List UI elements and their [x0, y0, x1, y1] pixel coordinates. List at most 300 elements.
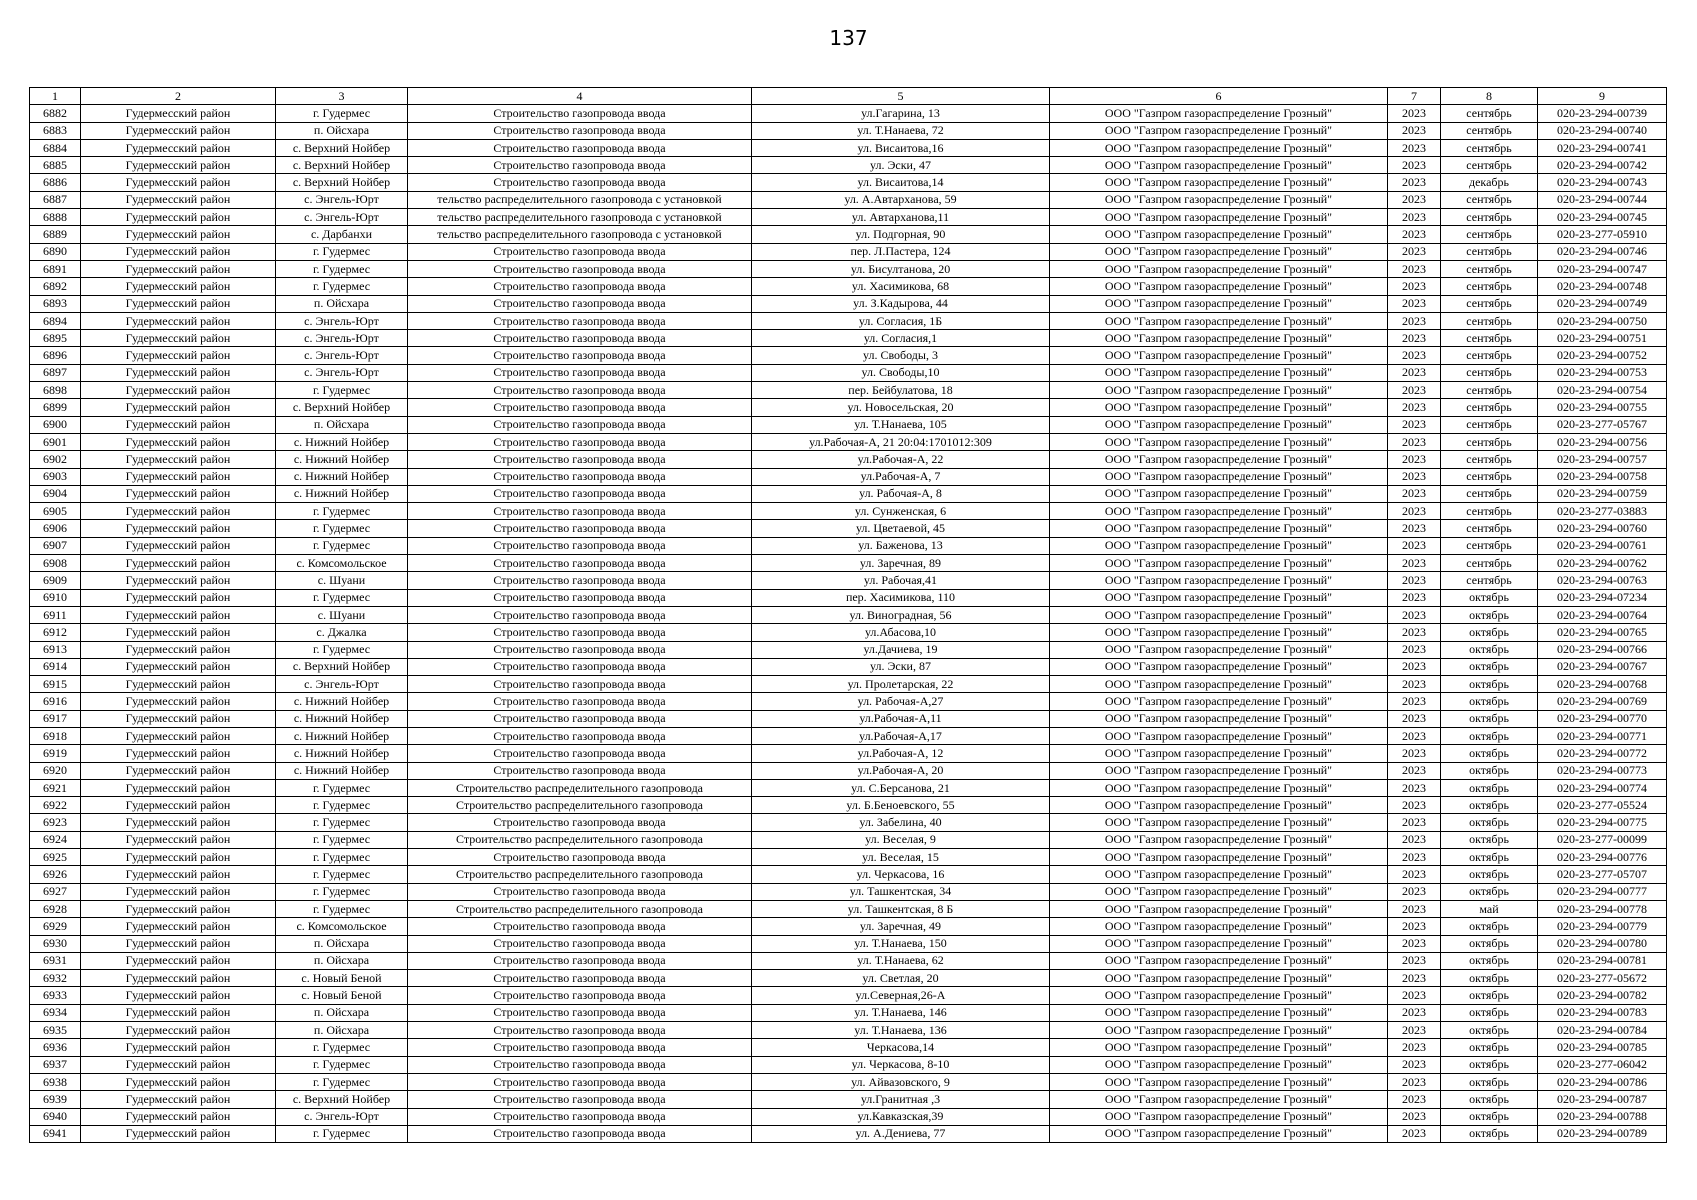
organization-cell: ООО "Газпром газораспределение Грозный" [1050, 1056, 1388, 1073]
row-number-cell: 6931 [30, 952, 81, 969]
table-row [30, 1091, 1667, 1108]
work-type-cell: Строительство распределительного газопровода [408, 900, 752, 917]
work-type-cell: тельство распределительного газопровода с установкой [408, 191, 752, 208]
month-cell: октябрь [1441, 918, 1538, 935]
settlement-cell: г. Гудермес [276, 1073, 408, 1090]
organization-cell: ООО "Газпром газораспределение Грозный" [1050, 278, 1388, 295]
month-cell: сентябрь [1441, 105, 1538, 122]
work-type-cell: Строительство распределительного газопровода [408, 866, 752, 883]
row-number-cell: 6905 [30, 503, 81, 520]
address-cell: ул.Рабочая-А, 22 [752, 451, 1050, 468]
row-number-cell: 6928 [30, 900, 81, 917]
address-cell: ул.Рабочая-А, 12 [752, 745, 1050, 762]
organization-cell: ООО "Газпром газораспределение Грозный" [1050, 139, 1388, 156]
organization-cell: ООО "Газпром газораспределение Грозный" [1050, 295, 1388, 312]
settlement-cell: с. Верхний Нойбер [276, 139, 408, 156]
month-cell: октябрь [1441, 831, 1538, 848]
table-row [30, 1004, 1667, 1021]
work-type-cell: Строительство газопровода ввода [408, 710, 752, 727]
organization-cell: ООО "Газпром газораспределение Грозный" [1050, 1004, 1388, 1021]
year-cell: 2023 [1388, 451, 1441, 468]
settlement-cell: г. Гудермес [276, 105, 408, 122]
code-cell: 020-23-294-00759 [1538, 485, 1667, 502]
settlement-cell: г. Гудермес [276, 866, 408, 883]
code-cell: 020-23-294-00746 [1538, 243, 1667, 260]
table-row [30, 312, 1667, 329]
work-type-cell: тельство распределительного газопровода с установкой [408, 209, 752, 226]
settlement-cell: с. Новый Беной [276, 987, 408, 1004]
settlement-cell: с. Шуани [276, 606, 408, 623]
address-cell: ул.Дачиева, 19 [752, 641, 1050, 658]
work-type-cell: Строительство газопровода ввода [408, 416, 752, 433]
table-row [30, 139, 1667, 156]
code-cell: 020-23-294-00760 [1538, 520, 1667, 537]
table-row [30, 797, 1667, 814]
settlement-cell: с. Верхний Нойбер [276, 174, 408, 191]
code-cell: 020-23-294-00739 [1538, 105, 1667, 122]
column-header: 8 [1441, 88, 1538, 105]
work-type-cell: Строительство газопровода ввода [408, 727, 752, 744]
settlement-cell: с. Энгель-Юрт [276, 330, 408, 347]
year-cell: 2023 [1388, 658, 1441, 675]
year-cell: 2023 [1388, 226, 1441, 243]
table-row [30, 693, 1667, 710]
code-cell: 020-23-294-00748 [1538, 278, 1667, 295]
row-number-cell: 6929 [30, 918, 81, 935]
work-type-cell: Строительство газопровода ввода [408, 1039, 752, 1056]
organization-cell: ООО "Газпром газораспределение Грозный" [1050, 866, 1388, 883]
code-cell: 020-23-294-00772 [1538, 745, 1667, 762]
district-cell: Гудермесский район [81, 364, 276, 381]
address-cell: ул. Светлая, 20 [752, 970, 1050, 987]
month-cell: октябрь [1441, 762, 1538, 779]
district-cell: Гудермесский район [81, 987, 276, 1004]
settlement-cell: с. Верхний Нойбер [276, 658, 408, 675]
work-type-cell: Строительство газопровода ввода [408, 330, 752, 347]
work-type-cell: Строительство газопровода ввода [408, 1056, 752, 1073]
row-number-cell: 6899 [30, 399, 81, 416]
year-cell: 2023 [1388, 174, 1441, 191]
organization-cell: ООО "Газпром газораспределение Грозный" [1050, 987, 1388, 1004]
settlement-cell: с. Новый Беной [276, 970, 408, 987]
year-cell: 2023 [1388, 676, 1441, 693]
settlement-cell: с. Дарбанхи [276, 226, 408, 243]
district-cell: Гудермесский район [81, 1056, 276, 1073]
row-number-cell: 6935 [30, 1022, 81, 1039]
organization-cell: ООО "Газпром газораспределение Грозный" [1050, 745, 1388, 762]
work-type-cell: Строительство газопровода ввода [408, 1108, 752, 1125]
code-cell: 020-23-294-00749 [1538, 295, 1667, 312]
table-row [30, 1056, 1667, 1073]
work-type-cell: Строительство газопровода ввода [408, 970, 752, 987]
year-cell: 2023 [1388, 1056, 1441, 1073]
column-header: 7 [1388, 88, 1441, 105]
work-type-cell: Строительство газопровода ввода [408, 278, 752, 295]
year-cell: 2023 [1388, 157, 1441, 174]
settlement-cell: с. Нижний Нойбер [276, 710, 408, 727]
code-cell: 020-23-294-00751 [1538, 330, 1667, 347]
month-cell: сентябрь [1441, 330, 1538, 347]
year-cell: 2023 [1388, 1125, 1441, 1142]
table-row [30, 641, 1667, 658]
district-cell: Гудермесский район [81, 762, 276, 779]
district-cell: Гудермесский район [81, 970, 276, 987]
row-number-cell: 6923 [30, 814, 81, 831]
settlement-cell: г. Гудермес [276, 814, 408, 831]
table-row [30, 347, 1667, 364]
settlement-cell: г. Гудермес [276, 831, 408, 848]
settlement-cell: с. Верхний Нойбер [276, 157, 408, 174]
row-number-cell: 6884 [30, 139, 81, 156]
column-header: 2 [81, 88, 276, 105]
address-cell: ул.Гранитная ,3 [752, 1091, 1050, 1108]
address-cell: пер. Хасимикова, 110 [752, 589, 1050, 606]
code-cell: 020-23-294-00788 [1538, 1108, 1667, 1125]
organization-cell: ООО "Газпром газораспределение Грозный" [1050, 347, 1388, 364]
settlement-cell: г. Гудермес [276, 1056, 408, 1073]
row-number-cell: 6915 [30, 676, 81, 693]
table-row [30, 952, 1667, 969]
settlement-cell: с. Нижний Нойбер [276, 468, 408, 485]
settlement-cell: г. Гудермес [276, 641, 408, 658]
address-cell: ул.Рабочая-А,17 [752, 727, 1050, 744]
year-cell: 2023 [1388, 295, 1441, 312]
month-cell: сентябрь [1441, 209, 1538, 226]
row-number-cell: 6898 [30, 382, 81, 399]
year-cell: 2023 [1388, 416, 1441, 433]
row-number-cell: 6891 [30, 260, 81, 277]
district-cell: Гудермесский район [81, 1073, 276, 1090]
district-cell: Гудермесский район [81, 866, 276, 883]
month-cell: октябрь [1441, 606, 1538, 623]
month-cell: сентябрь [1441, 382, 1538, 399]
code-cell: 020-23-294-00781 [1538, 952, 1667, 969]
column-header: 1 [30, 88, 81, 105]
address-cell: ул. Рабочая-А, 8 [752, 485, 1050, 502]
settlement-cell: г. Гудермес [276, 1125, 408, 1142]
district-cell: Гудермесский район [81, 1108, 276, 1125]
month-cell: октябрь [1441, 1056, 1538, 1073]
month-cell: сентябрь [1441, 537, 1538, 554]
row-number-cell: 6903 [30, 468, 81, 485]
address-cell: ул. Баженова, 13 [752, 537, 1050, 554]
district-cell: Гудермесский район [81, 935, 276, 952]
year-cell: 2023 [1388, 1039, 1441, 1056]
address-cell: ул. Т.Нанаева, 150 [752, 935, 1050, 952]
month-cell: октябрь [1441, 1091, 1538, 1108]
year-cell: 2023 [1388, 1022, 1441, 1039]
organization-cell: ООО "Газпром газораспределение Грозный" [1050, 209, 1388, 226]
address-cell: ул. Б.Беноевского, 55 [752, 797, 1050, 814]
address-cell: ул.Рабочая-А, 20 [752, 762, 1050, 779]
address-cell: пер. Бейбулатова, 18 [752, 382, 1050, 399]
work-type-cell: Строительство газопровода ввода [408, 139, 752, 156]
organization-cell: ООО "Газпром газораспределение Грозный" [1050, 364, 1388, 381]
organization-cell: ООО "Газпром газораспределение Грозный" [1050, 555, 1388, 572]
district-cell: Гудермесский район [81, 105, 276, 122]
district-cell: Гудермесский район [81, 814, 276, 831]
address-cell: ул. З.Кадырова, 44 [752, 295, 1050, 312]
year-cell: 2023 [1388, 243, 1441, 260]
year-cell: 2023 [1388, 347, 1441, 364]
work-type-cell: Строительство газопровода ввода [408, 606, 752, 623]
address-cell: ул.Северная,26-А [752, 987, 1050, 1004]
year-cell: 2023 [1388, 970, 1441, 987]
address-cell: ул. Веселая, 15 [752, 849, 1050, 866]
table-row [30, 330, 1667, 347]
code-cell: 020-23-294-00765 [1538, 624, 1667, 641]
district-cell: Гудермесский район [81, 745, 276, 762]
year-cell: 2023 [1388, 883, 1441, 900]
row-number-cell: 6909 [30, 572, 81, 589]
table-row [30, 1108, 1667, 1125]
month-cell: октябрь [1441, 710, 1538, 727]
organization-cell: ООО "Газпром газораспределение Грозный" [1050, 676, 1388, 693]
row-number-cell: 6913 [30, 641, 81, 658]
address-cell: ул. Хасимикова, 68 [752, 278, 1050, 295]
work-type-cell: Строительство распределительного газопровода [408, 797, 752, 814]
month-cell: сентябрь [1441, 139, 1538, 156]
address-cell: ул. Согласия, 1Б [752, 312, 1050, 329]
district-cell: Гудермесский район [81, 952, 276, 969]
code-cell: 020-23-294-00764 [1538, 606, 1667, 623]
settlement-cell: г. Гудермес [276, 900, 408, 917]
month-cell: сентябрь [1441, 520, 1538, 537]
work-type-cell: Строительство газопровода ввода [408, 814, 752, 831]
work-type-cell: Строительство газопровода ввода [408, 243, 752, 260]
year-cell: 2023 [1388, 606, 1441, 623]
settlement-cell: с. Нижний Нойбер [276, 745, 408, 762]
row-number-cell: 6908 [30, 555, 81, 572]
year-cell: 2023 [1388, 572, 1441, 589]
district-cell: Гудермесский район [81, 122, 276, 139]
settlement-cell: с. Шуани [276, 572, 408, 589]
address-cell: ул. С.Берсанова, 21 [752, 779, 1050, 796]
settlement-cell: с. Нижний Нойбер [276, 451, 408, 468]
column-header: 6 [1050, 88, 1388, 105]
organization-cell: ООО "Газпром газораспределение Грозный" [1050, 710, 1388, 727]
row-number-cell: 6888 [30, 209, 81, 226]
code-cell: 020-23-294-00779 [1538, 918, 1667, 935]
code-cell: 020-23-294-00777 [1538, 883, 1667, 900]
district-cell: Гудермесский район [81, 382, 276, 399]
row-number-cell: 6934 [30, 1004, 81, 1021]
settlement-cell: г. Гудермес [276, 278, 408, 295]
settlement-cell: с. Энгель-Юрт [276, 209, 408, 226]
district-cell: Гудермесский район [81, 1125, 276, 1142]
organization-cell: ООО "Газпром газораспределение Грозный" [1050, 900, 1388, 917]
row-number-cell: 6896 [30, 347, 81, 364]
table-row [30, 935, 1667, 952]
address-cell: ул. Пролетарская, 22 [752, 676, 1050, 693]
code-cell: 020-23-277-06042 [1538, 1056, 1667, 1073]
month-cell: сентябрь [1441, 468, 1538, 485]
code-cell: 020-23-294-00786 [1538, 1073, 1667, 1090]
organization-cell: ООО "Газпром газораспределение Грозный" [1050, 727, 1388, 744]
district-cell: Гудермесский район [81, 918, 276, 935]
table-row [30, 295, 1667, 312]
work-type-cell: Строительство газопровода ввода [408, 157, 752, 174]
settlement-cell: г. Гудермес [276, 503, 408, 520]
year-cell: 2023 [1388, 727, 1441, 744]
settlement-cell: г. Гудермес [276, 797, 408, 814]
table-row [30, 658, 1667, 675]
district-cell: Гудермесский район [81, 295, 276, 312]
organization-cell: ООО "Газпром газораспределение Грозный" [1050, 831, 1388, 848]
organization-cell: ООО "Газпром газораспределение Грозный" [1050, 485, 1388, 502]
address-cell: ул. Виноградная, 56 [752, 606, 1050, 623]
row-number-cell: 6906 [30, 520, 81, 537]
organization-cell: ООО "Газпром газораспределение Грозный" [1050, 226, 1388, 243]
table-row [30, 433, 1667, 450]
row-number-cell: 6930 [30, 935, 81, 952]
month-cell: сентябрь [1441, 122, 1538, 139]
row-number-cell: 6900 [30, 416, 81, 433]
district-cell: Гудермесский район [81, 589, 276, 606]
settlement-cell: с. Энгель-Юрт [276, 191, 408, 208]
address-cell: ул. Бисултанова, 20 [752, 260, 1050, 277]
work-type-cell: Строительство газопровода ввода [408, 693, 752, 710]
month-cell: октябрь [1441, 727, 1538, 744]
month-cell: октябрь [1441, 849, 1538, 866]
year-cell: 2023 [1388, 710, 1441, 727]
row-number-cell: 6897 [30, 364, 81, 381]
work-type-cell: Строительство газопровода ввода [408, 295, 752, 312]
settlement-cell: с. Энгель-Юрт [276, 676, 408, 693]
settlement-cell: с. Нижний Нойбер [276, 433, 408, 450]
district-cell: Гудермесский район [81, 727, 276, 744]
district-cell: Гудермесский район [81, 1091, 276, 1108]
address-cell: ул. Забелина, 40 [752, 814, 1050, 831]
code-cell: 020-23-294-00766 [1538, 641, 1667, 658]
settlement-cell: с. Нижний Нойбер [276, 693, 408, 710]
row-number-cell: 6901 [30, 433, 81, 450]
work-type-cell: Строительство газопровода ввода [408, 312, 752, 329]
organization-cell: ООО "Газпром газораспределение Грозный" [1050, 797, 1388, 814]
settlement-cell: п. Ойсхара [276, 1004, 408, 1021]
code-cell: 020-23-294-07234 [1538, 589, 1667, 606]
address-cell: ул. Свободы, 3 [752, 347, 1050, 364]
code-cell: 020-23-294-00757 [1538, 451, 1667, 468]
row-number-cell: 6922 [30, 797, 81, 814]
district-cell: Гудермесский район [81, 312, 276, 329]
row-number-cell: 6939 [30, 1091, 81, 1108]
table-row [30, 987, 1667, 1004]
row-number-cell: 6920 [30, 762, 81, 779]
address-cell: ул. Сунженская, 6 [752, 503, 1050, 520]
district-cell: Гудермесский район [81, 451, 276, 468]
year-cell: 2023 [1388, 866, 1441, 883]
code-cell: 020-23-294-00754 [1538, 382, 1667, 399]
year-cell: 2023 [1388, 503, 1441, 520]
table-row [30, 503, 1667, 520]
month-cell: сентябрь [1441, 416, 1538, 433]
table-row [30, 1039, 1667, 1056]
year-cell: 2023 [1388, 918, 1441, 935]
month-cell: сентябрь [1441, 347, 1538, 364]
organization-cell: ООО "Газпром газораспределение Грозный" [1050, 416, 1388, 433]
row-number-cell: 6886 [30, 174, 81, 191]
code-cell: 020-23-294-00762 [1538, 555, 1667, 572]
address-cell: ул. Т.Нанаева, 72 [752, 122, 1050, 139]
district-cell: Гудермесский район [81, 606, 276, 623]
address-cell: ул. Цветаевой, 45 [752, 520, 1050, 537]
organization-cell: ООО "Газпром газораспределение Грозный" [1050, 658, 1388, 675]
organization-cell: ООО "Газпром газораспределение Грозный" [1050, 312, 1388, 329]
table-row [30, 624, 1667, 641]
code-cell: 020-23-277-05707 [1538, 866, 1667, 883]
organization-cell: ООО "Газпром газораспределение Грозный" [1050, 1108, 1388, 1125]
table-row [30, 727, 1667, 744]
district-cell: Гудермесский район [81, 433, 276, 450]
row-number-cell: 6882 [30, 105, 81, 122]
district-cell: Гудермесский район [81, 399, 276, 416]
month-cell: октябрь [1441, 987, 1538, 1004]
settlement-cell: с. Нижний Нойбер [276, 485, 408, 502]
address-cell: ул. Подгорная, 90 [752, 226, 1050, 243]
year-cell: 2023 [1388, 952, 1441, 969]
code-cell: 020-23-294-00745 [1538, 209, 1667, 226]
address-cell: ул. Т.Нанаева, 136 [752, 1022, 1050, 1039]
code-cell: 020-23-277-05767 [1538, 416, 1667, 433]
address-cell: ул. Т.Нанаева, 146 [752, 1004, 1050, 1021]
month-cell: октябрь [1441, 779, 1538, 796]
year-cell: 2023 [1388, 312, 1441, 329]
month-cell: октябрь [1441, 935, 1538, 952]
table-row [30, 814, 1667, 831]
address-cell: ул. Висаитова,14 [752, 174, 1050, 191]
month-cell: сентябрь [1441, 572, 1538, 589]
row-number-cell: 6902 [30, 451, 81, 468]
settlement-cell: с. Энгель-Юрт [276, 364, 408, 381]
work-type-cell: Строительство газопровода ввода [408, 537, 752, 554]
work-type-cell: Строительство газопровода ввода [408, 935, 752, 952]
organization-cell: ООО "Газпром газораспределение Грозный" [1050, 952, 1388, 969]
organization-cell: ООО "Газпром газораспределение Грозный" [1050, 606, 1388, 623]
district-cell: Гудермесский район [81, 624, 276, 641]
organization-cell: ООО "Газпром газораспределение Грозный" [1050, 520, 1388, 537]
code-cell: 020-23-294-00747 [1538, 260, 1667, 277]
organization-cell: ООО "Газпром газораспределение Грозный" [1050, 572, 1388, 589]
code-cell: 020-23-294-00789 [1538, 1125, 1667, 1142]
organization-cell: ООО "Газпром газораспределение Грозный" [1050, 641, 1388, 658]
address-cell: ул.Рабочая-А, 21 20:04:1701012:309 [752, 433, 1050, 450]
code-cell: 020-23-294-00780 [1538, 935, 1667, 952]
column-header: 5 [752, 88, 1050, 105]
table-row [30, 1125, 1667, 1142]
work-type-cell: Строительство газопровода ввода [408, 676, 752, 693]
settlement-cell: г. Гудермес [276, 883, 408, 900]
table-row [30, 849, 1667, 866]
work-type-cell: Строительство газопровода ввода [408, 503, 752, 520]
district-cell: Гудермесский район [81, 191, 276, 208]
table-row [30, 157, 1667, 174]
organization-cell: ООО "Газпром газораспределение Грозный" [1050, 883, 1388, 900]
row-number-cell: 6894 [30, 312, 81, 329]
district-cell: Гудермесский район [81, 243, 276, 260]
address-cell: пер. Л.Пастера, 124 [752, 243, 1050, 260]
table-row [30, 399, 1667, 416]
organization-cell: ООО "Газпром газораспределение Грозный" [1050, 779, 1388, 796]
district-cell: Гудермесский район [81, 157, 276, 174]
settlement-cell: с. Энгель-Юрт [276, 1108, 408, 1125]
code-cell: 020-23-277-00099 [1538, 831, 1667, 848]
table-row [30, 589, 1667, 606]
address-cell: ул. Рабочая-А,27 [752, 693, 1050, 710]
district-cell: Гудермесский район [81, 278, 276, 295]
address-cell: ул.Рабочая-А, 7 [752, 468, 1050, 485]
organization-cell: ООО "Газпром газораспределение Грозный" [1050, 935, 1388, 952]
